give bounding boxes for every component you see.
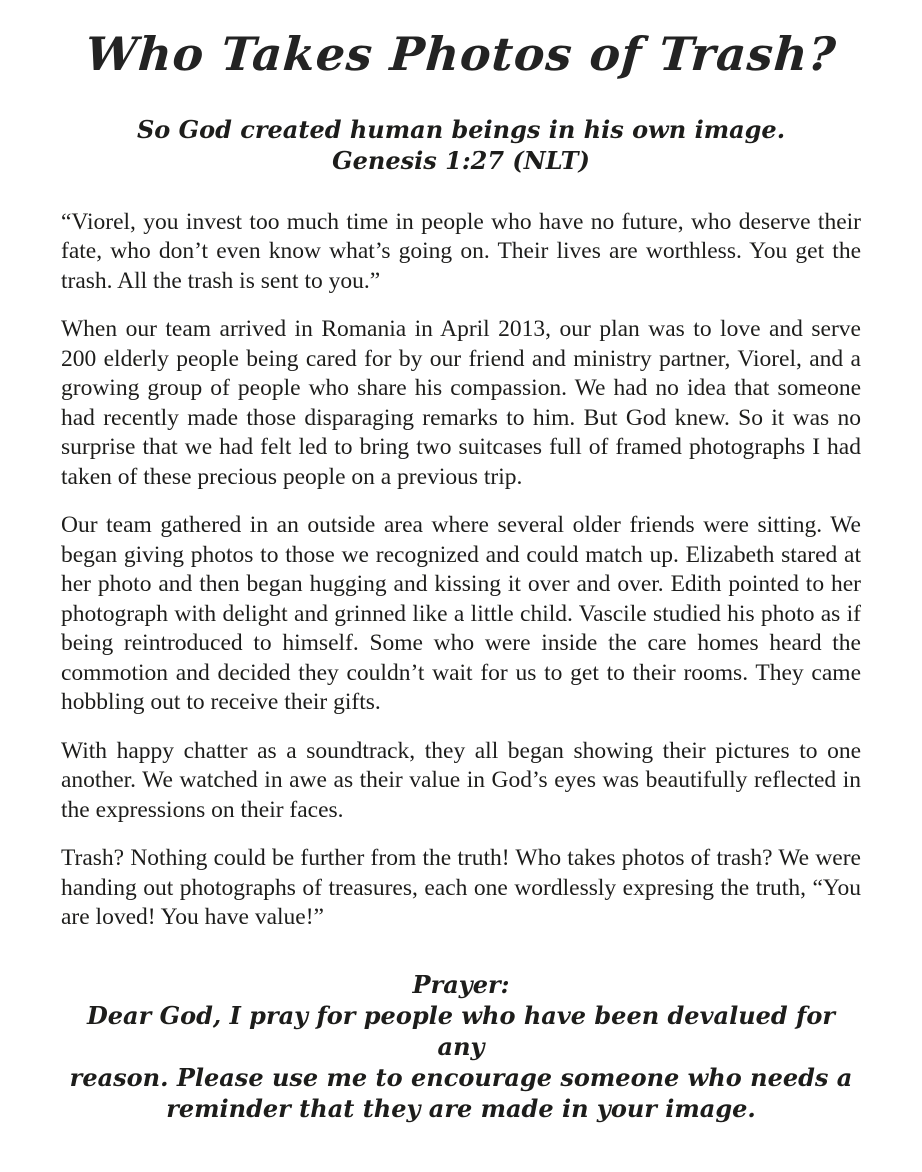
scripture-epigraph: [61, 114, 861, 176]
body-paragraph: With happy chatter as a soundtrack, they all began showing their pictures to one another. We watched in awe as their value in God’s eyes was beautifully reflected in the expressions on their faces.: [61, 737, 861, 823]
body-paragraph: Trash? Nothing could be further from the truth! Who takes photos of trash? We were handing out photographs of treasures, each one wordlessly expresing the truth, “You are loved! You have value!”: [61, 845, 861, 930]
body-paragraph: “Viorel, you invest too much time in people who have no future, who deserve their fate, who don’t even know what’s going on. Their lives are worthless. You get the trash. All the trash is sent to you.”: [61, 208, 861, 294]
scripture-quote: So God created human beings in his own image.: [136, 114, 786, 144]
prayer-heading: Prayer:: [412, 969, 510, 999]
body-text: [61, 208, 861, 933]
prayer-line: reminder that they are made in your image.: [166, 1093, 756, 1123]
prayer-section: [61, 969, 861, 1124]
body-paragraph: Our team gathered in an outside area where several older friends were sitting. We began giving photos to those we recognized and could match up. Elizabeth stared at her photo and then began hugging and kissing it over and over. Edith pointed to her photograph with delight and grinned like a little child. Vascile studied his photo as if being reintroduced to himself. Some who were inside the care homes heard the commotion and decided they couldn’t wait for us to get to their rooms. They came hobbling out to receive their gifts.: [61, 512, 861, 715]
body-paragraph: When our team arrived in Romania in April 2013, our plan was to love and serve 200 elderly people being cared for by our friend and ministry partner, Viorel, and a growing group of people who share his compassion. We had no idea that someone had recently made those disparaging remarks to him. But God knew. So it was no surprise that we had felt led to bring two suitcases full of framed photographs I had taken of these precious people on a previous trip.: [61, 316, 861, 490]
prayer-line: Dear God, I pray for people who have been devalued for any: [86, 1000, 836, 1061]
page-title: Who Takes Photos of Trash?: [83, 27, 839, 81]
prayer-line: reason. Please use me to encourage someone who needs a: [69, 1062, 853, 1092]
scripture-reference: Genesis 1:27 (NLT): [332, 145, 590, 175]
